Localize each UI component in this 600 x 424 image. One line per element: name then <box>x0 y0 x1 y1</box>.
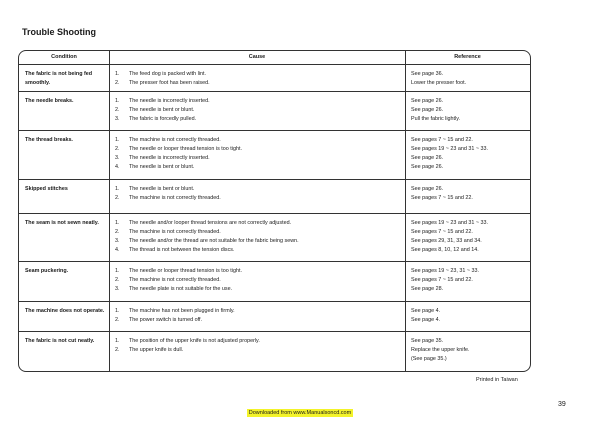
cause-cell <box>115 219 405 255</box>
printed-note: Printed in Taiwan <box>476 377 518 383</box>
reference-item: See pages 7 ~ 15 and 22. <box>411 277 473 283</box>
reference-cell <box>411 307 527 325</box>
table-row <box>19 261 530 302</box>
cause-item <box>115 70 405 79</box>
cause-item <box>115 106 405 115</box>
cause-text: The needle is bent or blunt. <box>129 186 195 192</box>
reference-item: See pages 19 ~ 23 and 31 ~ 33. <box>411 220 489 226</box>
cause-number: 4. <box>115 164 120 170</box>
reference-item: See page 4. <box>411 317 441 323</box>
reference-item: See page 26. <box>411 186 444 192</box>
cause-item <box>115 163 405 172</box>
table-row <box>19 91 530 131</box>
condition-cell: The seam is not sewn neatly. <box>25 220 99 226</box>
cause-number: 1. <box>115 71 120 77</box>
cause-number: 3. <box>115 116 120 122</box>
reference-item: See page 26. <box>411 164 444 170</box>
cause-item <box>115 246 405 255</box>
reference-cell <box>411 219 527 255</box>
cause-item <box>115 97 405 106</box>
cause-text: The machine is not correctly threaded. <box>129 277 221 283</box>
cause-item <box>115 307 405 316</box>
reference-cell <box>411 185 527 203</box>
reference-cell <box>411 267 527 294</box>
cause-text: The presser foot has been raised. <box>129 80 210 86</box>
reference-item: See pages 19 ~ 23, 31 ~ 33. <box>411 268 480 274</box>
cause-number: 1. <box>115 338 120 344</box>
reference-item: See page 36. <box>411 71 444 77</box>
cause-text: The machine is not correctly threaded. <box>129 229 221 235</box>
reference-cell <box>411 70 527 88</box>
cause-number: 3. <box>115 238 120 244</box>
table-row <box>19 64 530 92</box>
cause-text: The needle and/or looper thread tensions are not correctly adjusted. <box>129 220 292 226</box>
cause-item <box>115 276 405 285</box>
trouble-table <box>18 50 531 372</box>
reference-item: See pages 7 ~ 15 and 22. <box>411 137 473 143</box>
cause-number: 2. <box>115 347 120 353</box>
table-row <box>19 301 530 332</box>
reference-cell <box>411 337 527 364</box>
cause-text: The position of the upper knife is not adjusted properly. <box>129 338 260 344</box>
reference-item: See page 35. <box>411 338 444 344</box>
cause-number: 1. <box>115 220 120 226</box>
cause-number: 1. <box>115 308 120 314</box>
cause-text: The machine is not correctly threaded. <box>129 137 221 143</box>
condition-cell: The machine does not operate. <box>25 308 105 314</box>
condition-cell: The needle breaks. <box>25 98 74 104</box>
cause-text: The needle is bent or blunt. <box>129 107 195 113</box>
cause-cell <box>115 307 405 325</box>
table-row <box>19 130 530 180</box>
reference-item: See pages 7 ~ 15 and 22. <box>411 229 473 235</box>
cause-number: 4. <box>115 247 120 253</box>
cause-number: 2. <box>115 80 120 86</box>
cause-number: 1. <box>115 268 120 274</box>
condition-cell: The thread breaks. <box>25 137 73 143</box>
cause-item <box>115 285 405 294</box>
cause-text: The power switch is turned off. <box>129 317 203 323</box>
download-link[interactable]: Downloaded from www.Manualsoncd.com <box>248 410 352 416</box>
reference-item: (See page 35.) <box>411 356 447 362</box>
cause-text: The needle and/or the thread are not suitable for the fabric being sewn. <box>129 238 299 244</box>
cause-item <box>115 185 405 194</box>
condition-cell: Skipped stitches <box>25 186 68 192</box>
cause-item <box>115 136 405 145</box>
reference-item: See pages 29, 31, 33 and 34. <box>411 238 482 244</box>
cause-text: The feed dog is packed with lint. <box>129 71 207 77</box>
cause-text: The machine is not correctly threaded. <box>129 195 221 201</box>
cause-number: 1. <box>115 98 120 104</box>
reference-cell <box>411 136 527 172</box>
header-cause: Cause <box>248 54 266 60</box>
reference-item: See pages 8, 10, 12 and 14. <box>411 247 479 253</box>
cause-item <box>115 145 405 154</box>
cause-item <box>115 337 405 346</box>
cause-item <box>115 219 405 228</box>
page-title: Trouble Shooting <box>22 27 96 37</box>
reference-item: See pages 19 ~ 23 and 31 ~ 33. <box>411 146 489 152</box>
condition-cell: Seam puckering. <box>25 268 69 274</box>
reference-item: See page 26. <box>411 155 444 161</box>
cause-number: 2. <box>115 195 120 201</box>
cause-item <box>115 267 405 276</box>
cause-item <box>115 346 405 355</box>
reference-item: Lower the presser foot. <box>411 80 467 86</box>
cause-item <box>115 115 405 124</box>
cause-text: The machine has not been plugged in firmly. <box>129 308 235 314</box>
cause-number: 2. <box>115 229 120 235</box>
cause-number: 1. <box>115 186 120 192</box>
cause-cell <box>115 267 405 294</box>
cause-number: 2. <box>115 277 120 283</box>
table-row <box>19 331 530 372</box>
cause-text: The needle is incorrectly inserted. <box>129 155 210 161</box>
reference-cell <box>411 97 527 124</box>
cause-item <box>115 79 405 88</box>
cause-text: The needle or looper thread tension is too tight. <box>129 268 242 274</box>
cause-cell <box>115 337 405 355</box>
header-reference: Reference <box>454 54 481 60</box>
reference-item: Pull the fabric lightly. <box>411 116 461 122</box>
condition-cell: The fabric is not cut neatly. <box>25 338 95 344</box>
table-row <box>19 179 530 214</box>
cause-text: The needle is bent or blunt. <box>129 164 195 170</box>
reference-item: See pages 7 ~ 15 and 22. <box>411 195 473 201</box>
cause-text: The fabric is forcedly pulled. <box>129 116 197 122</box>
cause-item <box>115 194 405 203</box>
cause-number: 1. <box>115 137 120 143</box>
cause-text: The needle is incorrectly inserted. <box>129 98 210 104</box>
cause-text: The thread is not between the tension discs. <box>129 247 235 253</box>
cause-number: 2. <box>115 146 120 152</box>
reference-item: See page 26. <box>411 98 444 104</box>
reference-item: See page 4. <box>411 308 441 314</box>
condition-cell: The fabric is not being fed smoothly. <box>25 71 93 86</box>
download-banner <box>0 410 600 416</box>
cause-item <box>115 154 405 163</box>
cause-number: 3. <box>115 286 120 292</box>
cause-number: 2. <box>115 107 120 113</box>
cause-text: The upper knife is dull. <box>129 347 184 353</box>
table-row <box>19 213 530 262</box>
cause-number: 2. <box>115 317 120 323</box>
cause-cell <box>115 70 405 88</box>
table-header <box>19 51 530 65</box>
cause-number: 3. <box>115 155 120 161</box>
cause-cell <box>115 136 405 172</box>
cause-text: The needle plate is not suitable for the use. <box>129 286 233 292</box>
reference-item: See page 28. <box>411 286 444 292</box>
cause-cell <box>115 97 405 124</box>
reference-item: See page 26. <box>411 107 444 113</box>
cause-cell <box>115 185 405 203</box>
cause-item <box>115 228 405 237</box>
page-number: 39 <box>558 401 566 408</box>
reference-item: Replace the upper knife. <box>411 347 470 353</box>
cause-item <box>115 237 405 246</box>
header-condition: Condition <box>51 54 77 60</box>
cause-text: The needle or looper thread tension is too tight. <box>129 146 242 152</box>
cause-item <box>115 316 405 325</box>
